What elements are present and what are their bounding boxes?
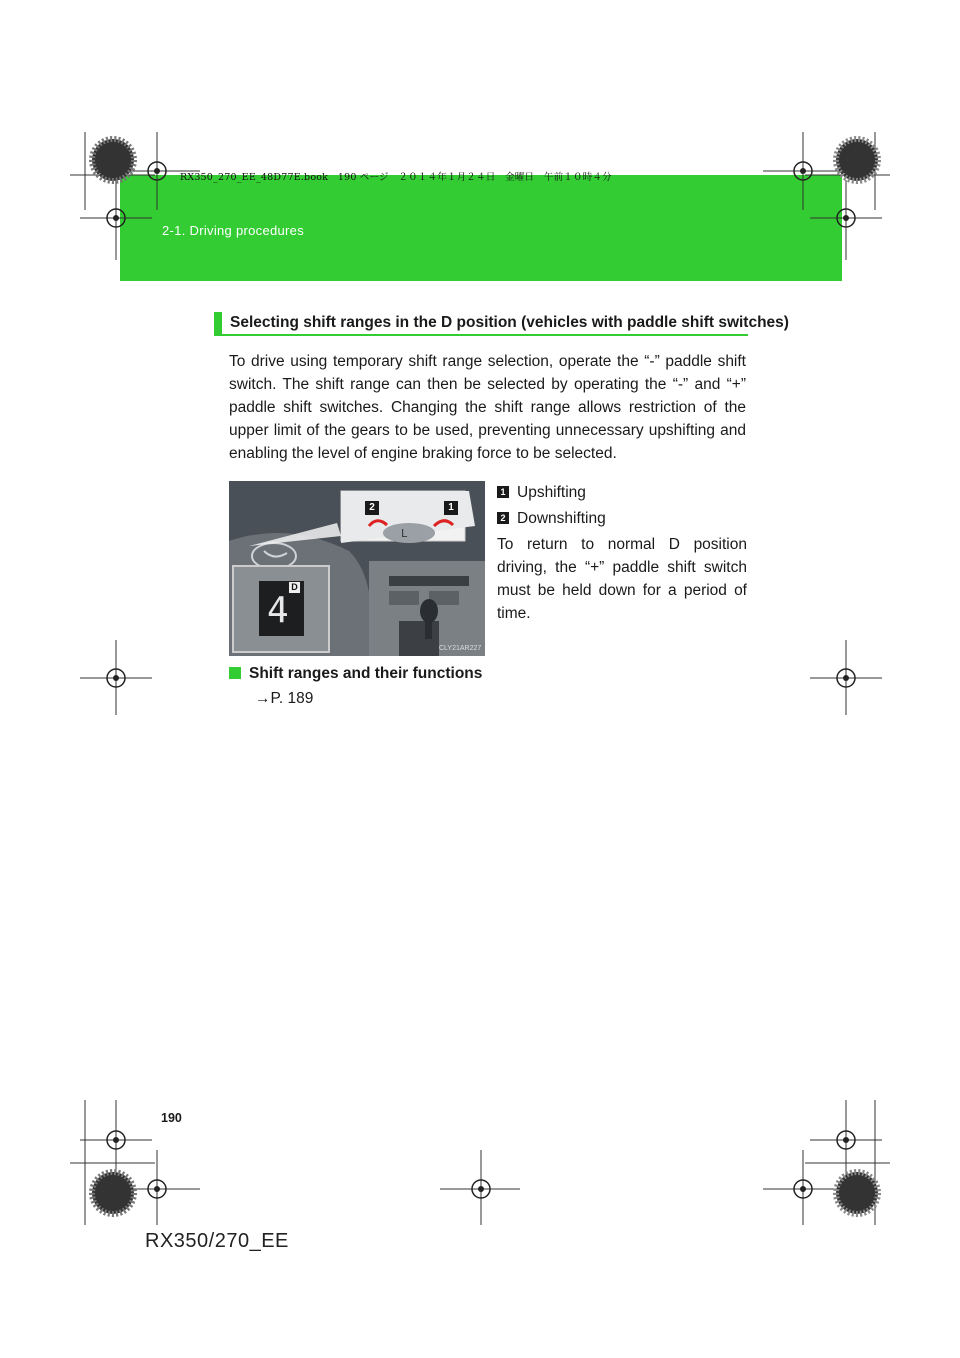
list-item-label: Downshifting bbox=[517, 509, 606, 527]
title-underline bbox=[222, 334, 748, 336]
list-item bbox=[497, 505, 747, 531]
title-accent bbox=[214, 312, 222, 336]
square-bullet-icon bbox=[229, 667, 241, 679]
body-paragraph: To drive using temporary shift range selection, operate the “-” paddle shift switch. The shift range can then be selected by operating the “-” and “+” paddle shift switches. Changing the shift range allows restriction of the upper limit of the gears to be used, preventing unnecessary upshifting and enabling the level of engine braking force to be selected. bbox=[229, 353, 746, 462]
badge-1: 1 bbox=[497, 486, 509, 498]
page-number: 190 bbox=[161, 1111, 182, 1125]
paddle-shift-illustration bbox=[229, 481, 485, 656]
list-item bbox=[497, 479, 747, 505]
display-mode-indicator: D bbox=[289, 582, 300, 593]
callout-list bbox=[497, 479, 747, 625]
section-label: 2-1. Driving procedures bbox=[162, 223, 305, 238]
callout-1: 1 bbox=[448, 502, 454, 513]
badge-2: 2 bbox=[497, 512, 509, 524]
subsection-heading bbox=[229, 665, 482, 683]
subsection-title: Shift ranges and their functions bbox=[249, 665, 483, 682]
callout-2: 2 bbox=[369, 502, 375, 513]
section-title-bar bbox=[214, 312, 789, 336]
display-gear: 4 bbox=[267, 590, 289, 631]
figure-code: CLY21AR227 bbox=[439, 645, 482, 652]
list-note: To return to normal D position driving, the “+” paddle shift switch must be held down for a period of time. bbox=[497, 536, 747, 622]
section-title: Selecting shift ranges in the D position (vehicles with paddle shift switches) bbox=[230, 314, 789, 331]
svg-text:L: L bbox=[401, 527, 408, 540]
list-item-label: Upshifting bbox=[517, 483, 586, 501]
footer-model: RX350/270_EE bbox=[145, 1230, 289, 1252]
page-reference-link[interactable]: →P. 189 bbox=[255, 690, 314, 707]
book-info: RX350_270_EE_48D77E.book 190 ページ ２０１４年１月２４日 金曜日 午前１０時４分 bbox=[180, 172, 612, 183]
